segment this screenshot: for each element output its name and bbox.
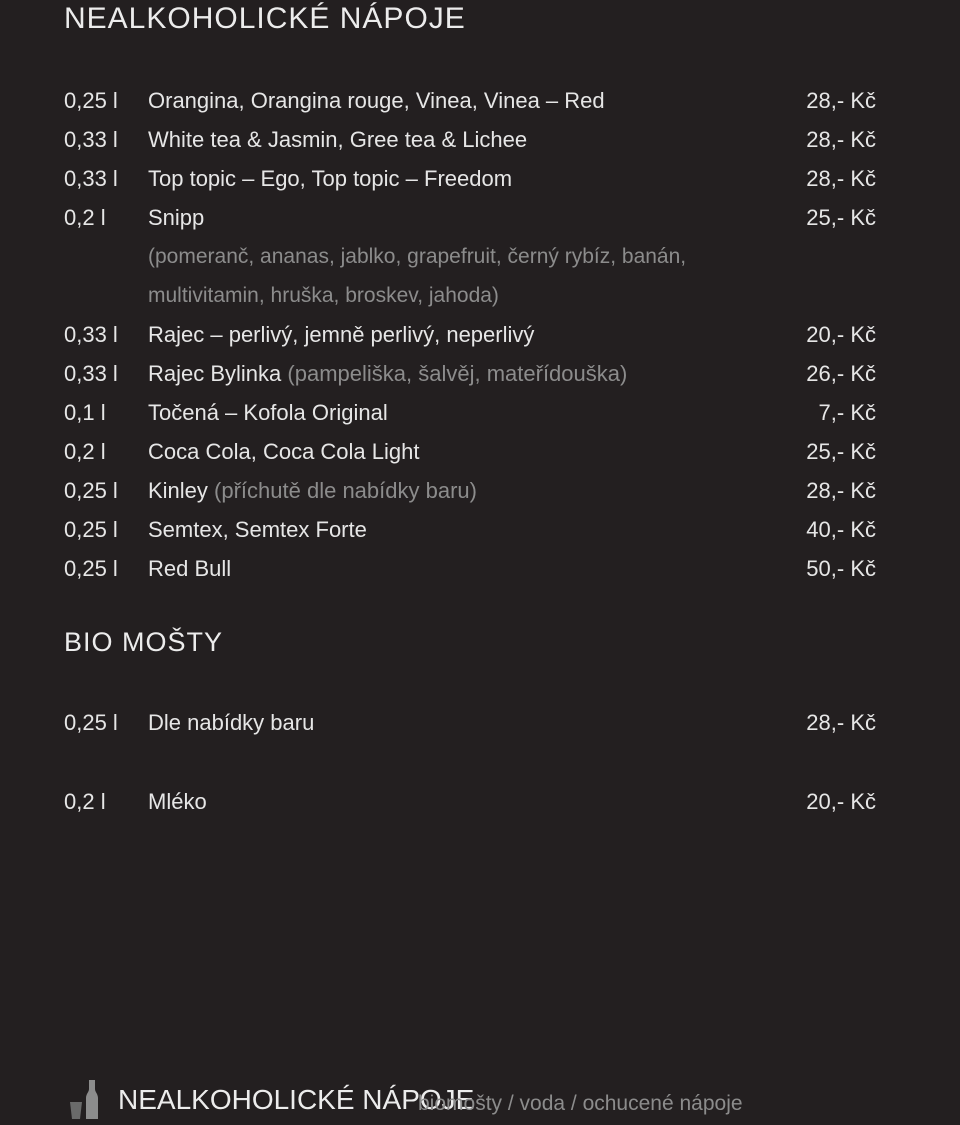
item-volume: 0,33 l [64, 166, 118, 191]
item-price: 40,- Kč [806, 517, 876, 542]
page-title: NEALKOHOLICKÉ NÁPOJE [64, 2, 466, 35]
item-volume: 0,33 l [64, 361, 118, 386]
item-name: Orangina, Orangina rouge, Vinea, Vinea – Red [148, 88, 605, 113]
item-name: Rajec Bylinka [148, 361, 282, 386]
menu-item-bio-most [64, 708, 876, 738]
item-price: 28,- Kč [806, 127, 876, 152]
item-note: (příchutě dle nabídky baru) [214, 478, 477, 503]
item-name: Rajec – perlivý, jemně perlivý, neperlivý [148, 322, 535, 347]
bio-section-title: BIO MOŠTY [64, 627, 224, 657]
item-price: 20,- Kč [806, 789, 876, 814]
item-name: Točená – Kofola Original [148, 400, 388, 425]
item-price: 25,- Kč [806, 205, 876, 230]
menu-item-snipp [64, 203, 876, 233]
item-price: 28,- Kč [806, 166, 876, 191]
menu-item-orangina [64, 86, 876, 116]
menu-item-white-tea [64, 125, 876, 155]
item-volume: 0,1 l [64, 400, 106, 425]
page-footer [66, 1078, 926, 1122]
item-volume: 0,25 l [64, 88, 118, 113]
item-volume: 0,33 l [64, 322, 118, 347]
menu-item-semtex [64, 515, 876, 545]
footer-subtitle: biomošty / voda / ochucené nápoje [418, 1092, 743, 1115]
item-name: Mléko [148, 789, 207, 814]
item-volume: 0,2 l [64, 205, 106, 230]
item-note: (pampeliška, šalvěj, mateřídouška) [287, 361, 628, 386]
item-name-with-note [148, 359, 627, 389]
item-name: Snipp [148, 205, 205, 230]
item-volume: 0,33 l [64, 127, 118, 152]
item-volume: 0,25 l [64, 556, 118, 581]
menu-item-kofola [64, 398, 876, 428]
item-name: Top topic – Ego, Top topic – Freedom [148, 166, 513, 191]
item-name: Semtex, Semtex Forte [148, 517, 367, 542]
item-price: 25,- Kč [806, 439, 876, 464]
menu-item-red-bull [64, 554, 876, 584]
snipp-flavors-line-2: multivitamin, hruška, broskev, jahoda) [148, 284, 499, 307]
item-volume: 0,2 l [64, 439, 106, 464]
item-name-with-note [148, 476, 477, 506]
item-volume: 0,25 l [64, 517, 118, 542]
item-volume: 0,2 l [64, 789, 106, 814]
item-price: 28,- Kč [806, 478, 876, 503]
item-price: 28,- Kč [806, 88, 876, 113]
menu-item-rajec [64, 320, 876, 350]
item-name: Kinley [148, 478, 208, 503]
item-name: Coca Cola, Coca Cola Light [148, 439, 420, 464]
item-price: 20,- Kč [806, 322, 876, 347]
menu-item-rajec-bylinka [64, 359, 876, 389]
item-price: 28,- Kč [806, 710, 876, 735]
item-price: 7,- Kč [818, 400, 876, 425]
item-name: Dle nabídky baru [148, 710, 315, 735]
item-volume: 0,25 l [64, 478, 118, 503]
item-name: Red Bull [148, 556, 232, 581]
menu-item-top-topic [64, 164, 876, 194]
item-price: 50,- Kč [806, 556, 876, 581]
menu-item-milk [64, 787, 876, 817]
item-price: 26,- Kč [806, 361, 876, 386]
bottle-glass-icon [66, 1078, 100, 1120]
snipp-flavors-line-1: (pomeranč, ananas, jablko, grapefruit, černý rybíz, banán, [148, 245, 687, 268]
menu-item-kinley [64, 476, 876, 506]
footer-title: NEALKOHOLICKÉ NÁPOJE [118, 1084, 475, 1115]
item-volume: 0,25 l [64, 710, 118, 735]
item-name: White tea & Jasmin, Gree tea & Lichee [148, 127, 528, 152]
menu-item-coca-cola [64, 437, 876, 467]
